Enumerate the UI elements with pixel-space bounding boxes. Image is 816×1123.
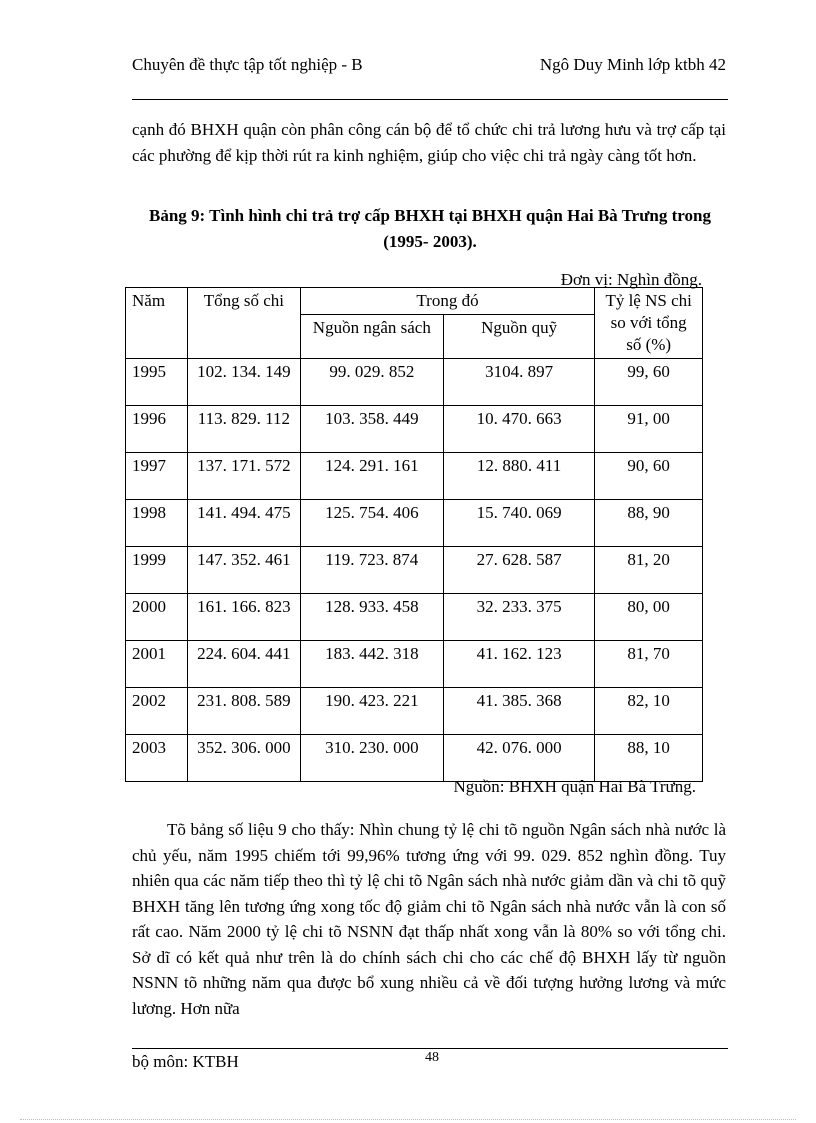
header-rule	[132, 99, 728, 100]
cell-year: 2002	[126, 688, 188, 735]
cell-total: 352. 306. 000	[187, 735, 300, 782]
table-row	[126, 594, 703, 641]
table-row	[126, 641, 703, 688]
cell-budget: 128. 933. 458	[300, 594, 443, 641]
cell-total: 147. 352. 461	[187, 547, 300, 594]
cell-budget: 125. 754. 406	[300, 500, 443, 547]
cell-ratio: 90, 60	[595, 453, 703, 500]
cell-total: 161. 166. 823	[187, 594, 300, 641]
header-fund: Nguồn quỹ	[443, 315, 594, 359]
header-right: Ngô Duy Minh lớp ktbh 42	[539, 55, 726, 74]
cell-year: 1996	[126, 406, 188, 453]
cell-total: 224. 604. 441	[187, 641, 300, 688]
payment-table	[125, 287, 703, 782]
cell-year: 1998	[126, 500, 188, 547]
cell-year: 1997	[126, 453, 188, 500]
header-year: Năm	[126, 288, 188, 359]
cell-fund: 10. 470. 663	[443, 406, 594, 453]
cell-budget: 190. 423. 221	[300, 688, 443, 735]
footer-left: bộ môn: KTBH	[132, 1052, 239, 1071]
cell-ratio: 81, 20	[595, 547, 703, 594]
table-row	[126, 359, 703, 406]
body-paragraph: Tõ bảng số liệu 9 cho thấy: Nhìn chung tỷ lệ chi tõ nguồn Ngân sách nhà nước là chủ yếu, năm 1995 chiếm tới 99,96% tương ứng với 99. 029. 852 nghìn đồng. Tuy nhiên qua các năm tiếp theo thì tỷ lệ chi tõ Ngân sách nhà nước giảm dần và chi tõ quỹ BHXH tăng lên tương ứng xong tốc độ giảm chi tõ Ngân sách nhà nước vẫn là con số rất cao. Năm 2000 tỷ lệ chi tõ NSNN đạt thấp nhất xong vẫn là 80% so với tổng chi. Sở dĩ có kết quả như trên là do chính sách chi cho các chế độ BHXH lấy từ nguồn NSNN tõ những năm qua được bổ xung nhiều cả về đối tượng hưởng lương và mức lương. Hơn nữa	[132, 820, 726, 1018]
cell-ratio: 88, 10	[595, 735, 703, 782]
cell-ratio: 82, 10	[595, 688, 703, 735]
table-title: Bảng 9: Tình hình chi trả trợ cấp BHXH tại BHXH quận Hai Bà Trưng trong (1995- 2003).	[149, 206, 711, 251]
cell-total: 141. 494. 475	[187, 500, 300, 547]
cell-total: 102. 134. 149	[187, 359, 300, 406]
cell-budget: 183. 442. 318	[300, 641, 443, 688]
cell-fund: 42. 076. 000	[443, 735, 594, 782]
cell-year: 1999	[126, 547, 188, 594]
page-number: 48	[425, 1050, 439, 1065]
table-row	[126, 406, 703, 453]
cell-total: 231. 808. 589	[187, 688, 300, 735]
table-row	[126, 500, 703, 547]
cell-ratio: 99, 60	[595, 359, 703, 406]
cell-budget: 103. 358. 449	[300, 406, 443, 453]
header-budget: Nguồn ngân sách	[300, 315, 443, 359]
cell-fund: 27. 628. 587	[443, 547, 594, 594]
cell-total: 113. 829. 112	[187, 406, 300, 453]
table-source: Nguồn: BHXH quận Hai Bà Trưng.	[453, 777, 696, 796]
table-row	[126, 735, 703, 782]
cell-year: 2001	[126, 641, 188, 688]
table-row	[126, 688, 703, 735]
intro-paragraph: cạnh đó BHXH quận còn phân công cán bộ để tổ chức chi trả lương hưu và trợ cấp tại các phường để kịp thời rút ra kinh nghiệm, giúp cho việc chi trả ngày càng tốt hơn.	[132, 120, 726, 165]
cell-budget: 310. 230. 000	[300, 735, 443, 782]
header-left: Chuyên đề thực tập tốt nghiệp - B	[132, 55, 363, 74]
table-unit: Đơn vị: Nghìn đồng.	[560, 270, 702, 289]
cell-ratio: 88, 90	[595, 500, 703, 547]
cell-total: 137. 171. 572	[187, 453, 300, 500]
cell-ratio: 80, 00	[595, 594, 703, 641]
footer-rule	[132, 1048, 728, 1049]
header-total: Tổng số chi	[187, 288, 300, 359]
table-row	[126, 453, 703, 500]
cell-budget: 99. 029. 852	[300, 359, 443, 406]
cell-fund: 3104. 897	[443, 359, 594, 406]
cell-fund: 41. 385. 368	[443, 688, 594, 735]
cell-fund: 12. 880. 411	[443, 453, 594, 500]
cell-budget: 124. 291. 161	[300, 453, 443, 500]
page-edge-dots	[20, 1119, 796, 1120]
cell-fund: 41. 162. 123	[443, 641, 594, 688]
cell-fund: 32. 233. 375	[443, 594, 594, 641]
cell-year: 1995	[126, 359, 188, 406]
table-row	[126, 547, 703, 594]
cell-fund: 15. 740. 069	[443, 500, 594, 547]
cell-ratio: 91, 00	[595, 406, 703, 453]
header-group: Trong đó	[300, 288, 595, 315]
header-ratio: Tỷ lệ NS chi so với tổng số (%)	[595, 288, 703, 359]
cell-year: 2003	[126, 735, 188, 782]
cell-budget: 119. 723. 874	[300, 547, 443, 594]
cell-year: 2000	[126, 594, 188, 641]
cell-ratio: 81, 70	[595, 641, 703, 688]
